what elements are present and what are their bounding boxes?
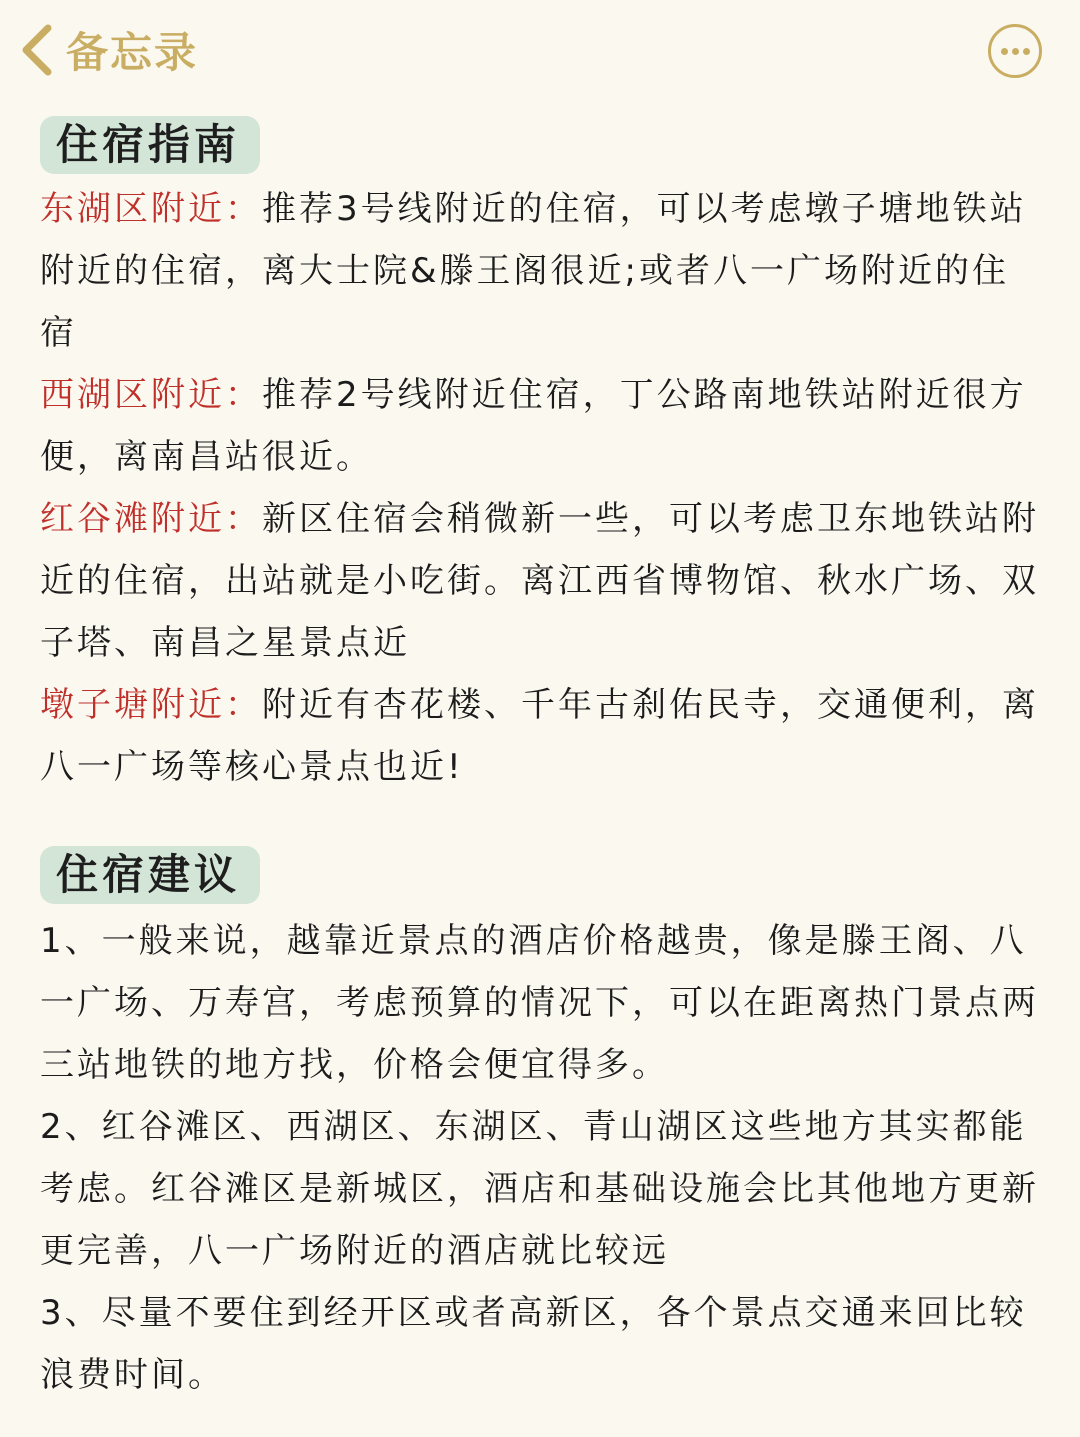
nav-bar — [0, 0, 1080, 100]
guide-item-text: 新区住宿会稍微新一些，可以考虑卫东地铁站附近的住宿，出站就是小吃街。离江西省博物馆、秋水广场、双子塔、南昌之星景点近 — [40, 499, 1039, 663]
section-lodging-guide — [40, 116, 1040, 798]
back-label: 备忘录 — [66, 28, 199, 77]
guide-item-label: 东湖区附近： — [40, 189, 262, 229]
section-title: 住宿建议 — [40, 846, 260, 904]
guide-item-text: 推荐3号线附近的住宿，可以考虑墩子塘地铁站附近的住宿，离大士院&滕王阁很近;或者八一广场附近的住宿 — [40, 189, 1027, 353]
guide-item — [40, 364, 1040, 488]
guide-item-text: 附近有杏花楼、千年古刹佑民寺，交通便利，离八一广场等核心景点也近! — [40, 685, 1039, 787]
guide-item-label: 墩子塘附近： — [40, 685, 262, 725]
guide-item-label: 红谷滩附近： — [40, 499, 262, 539]
guide-item-label: 西湖区附近： — [40, 375, 262, 415]
guide-item-text: 推荐2号线附近住宿，丁公路南地铁站附近很方便，离南昌站很近。 — [40, 375, 1027, 477]
section-lodging-advice — [40, 846, 1040, 1406]
chevron-left-icon — [14, 22, 60, 78]
back-button[interactable] — [14, 20, 198, 80]
guide-item — [40, 488, 1040, 674]
guide-item — [40, 178, 1040, 364]
more-button[interactable] — [988, 24, 1042, 78]
advice-item: 3、尽量不要住到经开区或者高新区，各个景点交通来回比较浪费时间。 — [40, 1293, 1027, 1395]
guide-item — [40, 674, 1040, 798]
more-icon — [1001, 48, 1008, 55]
note-content — [40, 116, 1040, 1406]
advice-item: 1、一般来说，越靠近景点的酒店价格越贵，像是滕王阁、八一广场、万寿宫，考虑预算的情况下，可以在距离热门景点两三站地铁的地方找，价格会便宜得多。 — [40, 921, 1039, 1085]
advice-item: 2、红谷滩区、西湖区、东湖区、青山湖区这些地方其实都能考虑。红谷滩区是新城区，酒店和基础设施会比其他地方更新更完善，八一广场附近的酒店就比较远 — [40, 1107, 1039, 1271]
section-title: 住宿指南 — [40, 116, 260, 174]
